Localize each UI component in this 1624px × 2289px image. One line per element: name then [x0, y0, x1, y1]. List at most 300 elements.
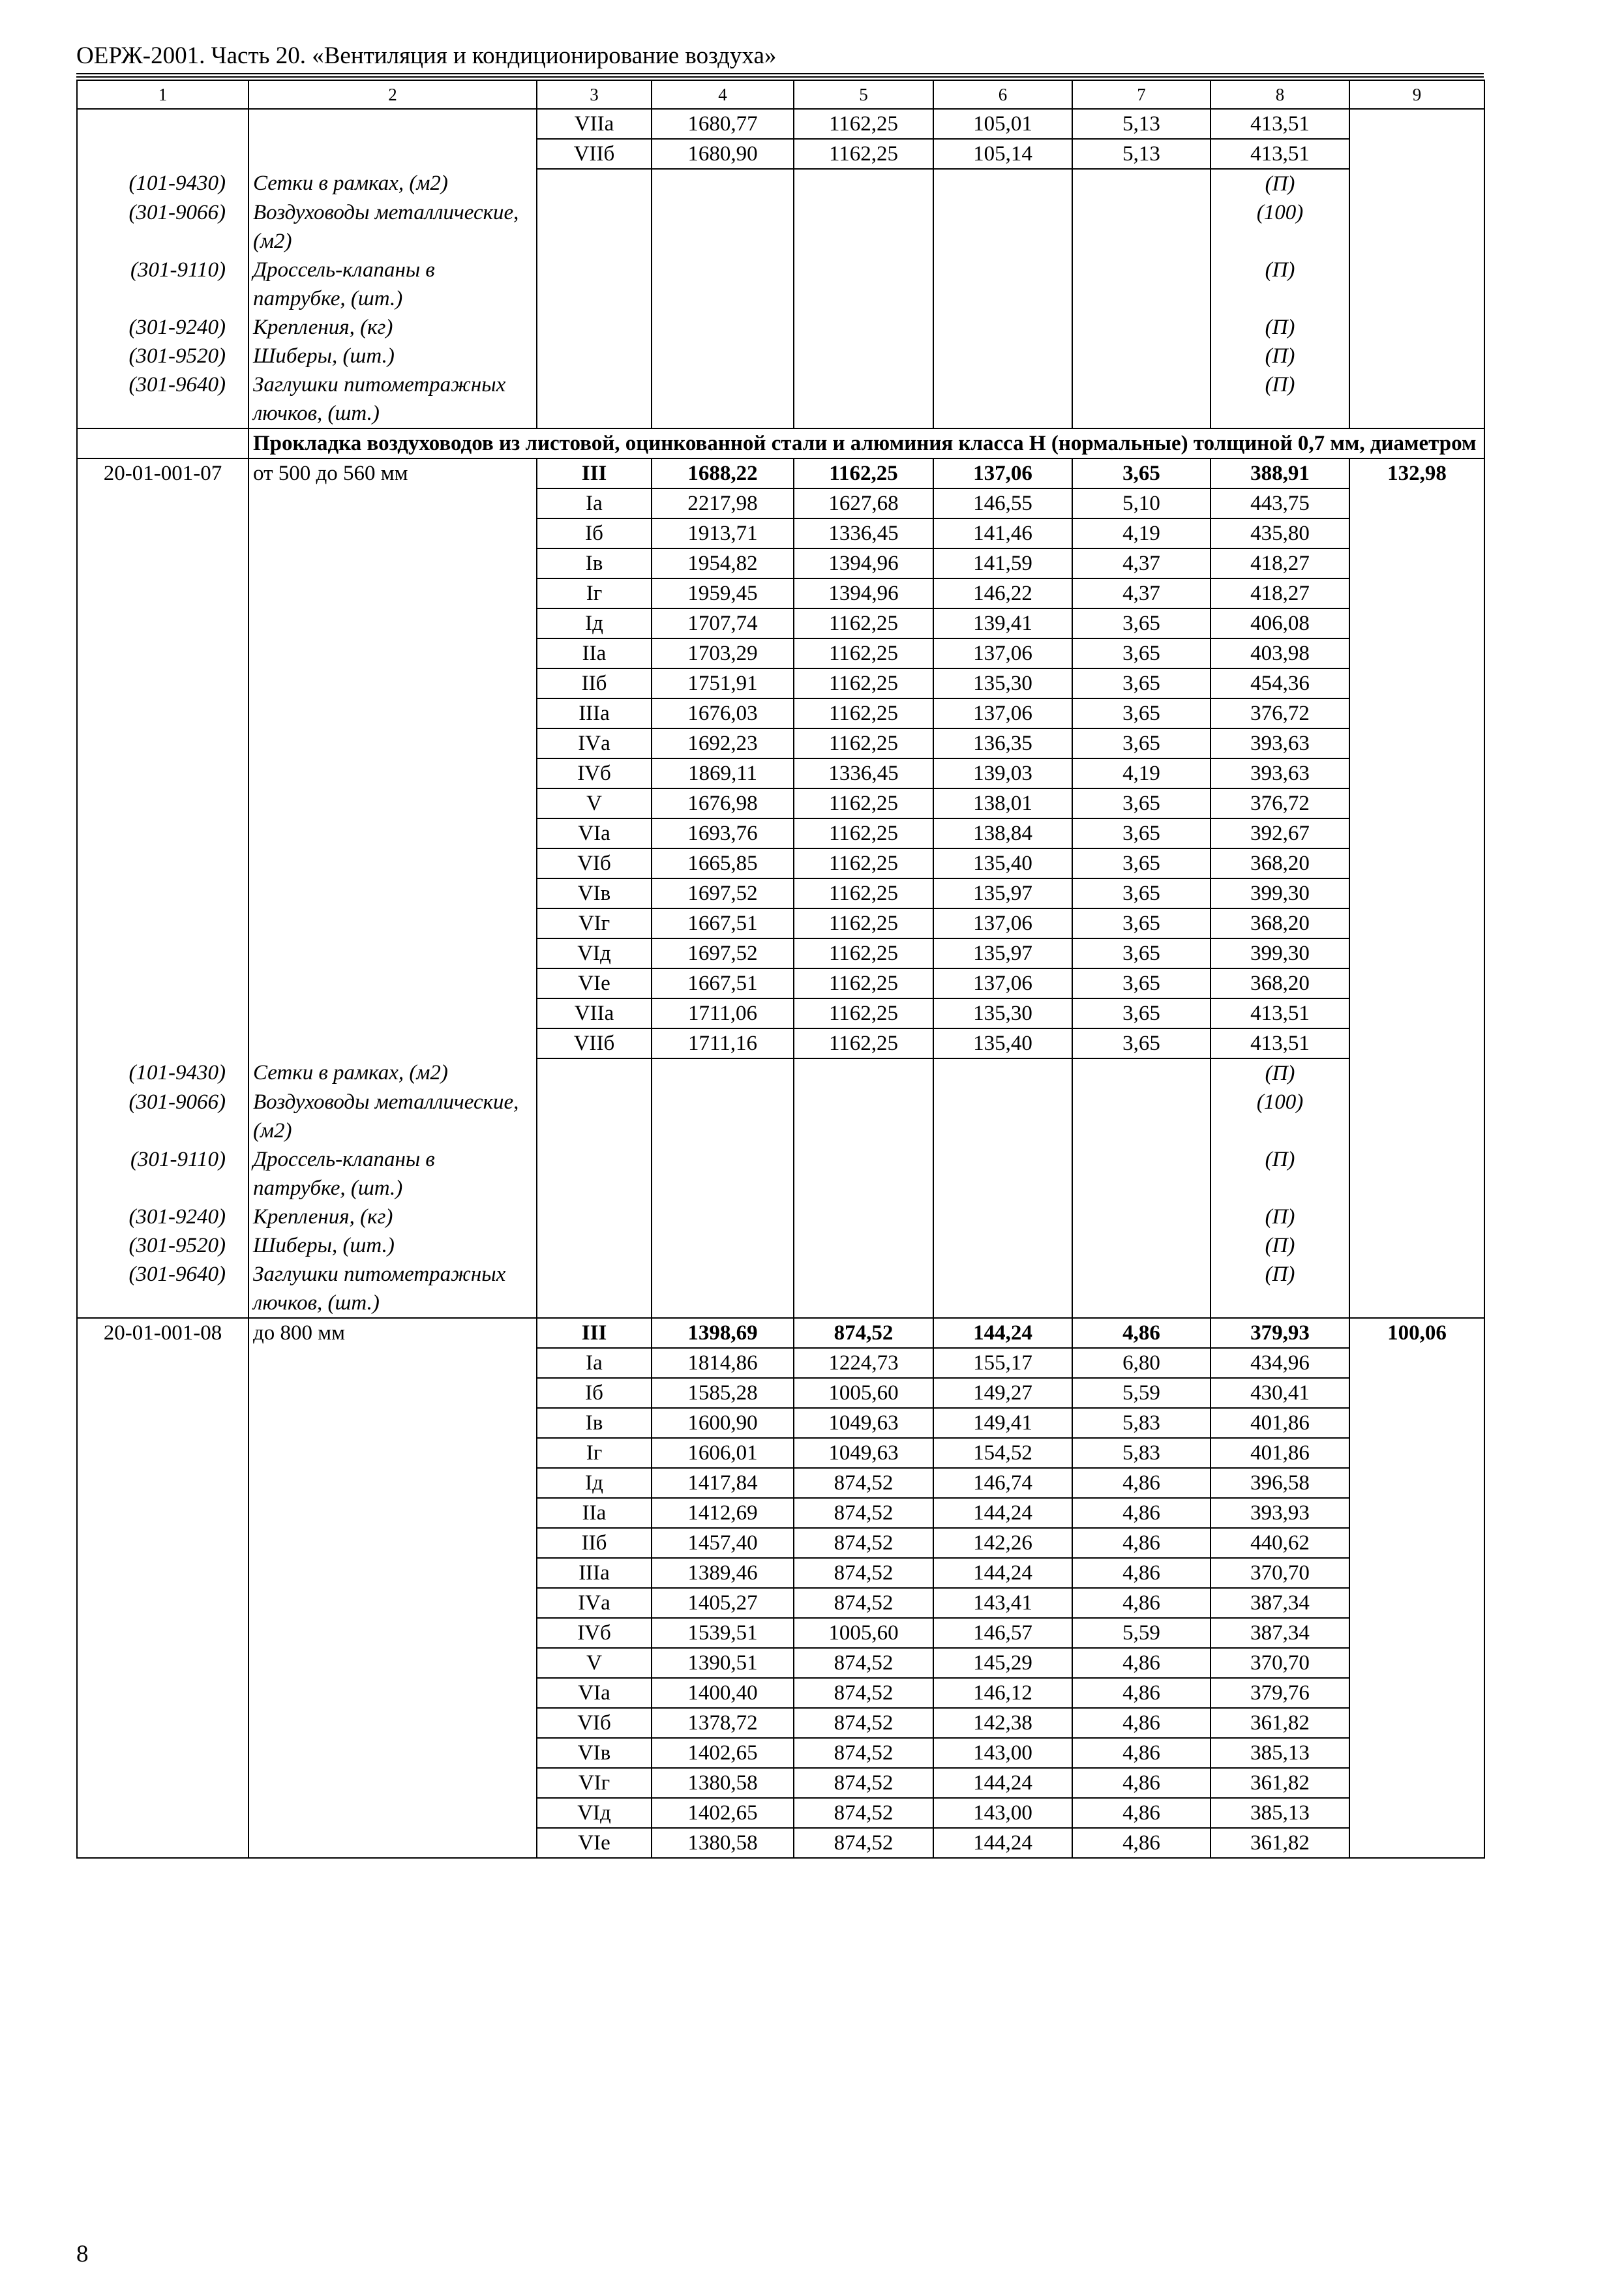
empty-cell: [652, 1088, 794, 1145]
empty-cell: [652, 198, 794, 256]
total-cost-cell: 1703,29: [652, 638, 794, 668]
empty-cell: [652, 1145, 794, 1203]
rate-description-cell: [248, 668, 537, 698]
machine-cost-cell: 145,29: [933, 1648, 1072, 1678]
labor-hours-cell: [1349, 788, 1484, 818]
rate-description-cell: [248, 788, 537, 818]
column-header: 8: [1210, 80, 1349, 109]
total-cost-cell: 1390,51: [652, 1648, 794, 1678]
labor-cost-cell: 1336,45: [794, 518, 933, 548]
total-cost-cell: 1711,16: [652, 1028, 794, 1058]
labor-hours-cell: [1349, 1468, 1484, 1498]
material-row: [77, 256, 1484, 313]
climate-zone-cell: Iд: [537, 1468, 652, 1498]
rates-table-container: [76, 80, 1484, 1859]
labor-hours-cell: [1349, 698, 1484, 728]
labor-hours-cell: [1349, 1618, 1484, 1648]
machine-cost-cell: 155,17: [933, 1348, 1072, 1378]
operator-wage-cell: 5,83: [1072, 1408, 1210, 1438]
empty-cell: [794, 370, 933, 428]
material-name-cell: Шиберы, (шт.): [248, 342, 537, 370]
material-code-cell: (301-9640): [77, 370, 248, 428]
total-cost-cell: 1667,51: [652, 908, 794, 938]
materials-cost-cell: 368,20: [1210, 908, 1349, 938]
table-row: [77, 848, 1484, 878]
materials-cost-cell: 403,98: [1210, 638, 1349, 668]
material-row: [77, 1088, 1484, 1145]
table-row: [77, 938, 1484, 968]
total-cost-cell: 2217,98: [652, 488, 794, 518]
climate-zone-cell: Iв: [537, 1408, 652, 1438]
labor-hours-cell: [1349, 878, 1484, 908]
empty-cell: [652, 256, 794, 313]
labor-hours-cell: [1349, 1528, 1484, 1558]
total-cost-cell: 1667,51: [652, 968, 794, 998]
operator-wage-cell: 3,65: [1072, 638, 1210, 668]
table-row: [77, 668, 1484, 698]
empty-cell: [794, 1145, 933, 1203]
material-name-cell: Крепления, (кг): [248, 313, 537, 342]
materials-cost-cell: 387,34: [1210, 1588, 1349, 1618]
operator-wage-cell: 4,19: [1072, 518, 1210, 548]
total-cost-cell: 1400,40: [652, 1678, 794, 1708]
empty-cell: [1349, 256, 1484, 313]
material-quantity-cell: (П): [1210, 1058, 1349, 1088]
empty-cell: [537, 1145, 652, 1203]
rate-code-cell: [77, 968, 248, 998]
labor-cost-cell: 874,52: [794, 1738, 933, 1768]
header-rule-2: [76, 76, 1484, 78]
material-quantity-cell: (П): [1210, 1203, 1349, 1231]
empty-cell: [1349, 1058, 1484, 1088]
total-cost-cell: 1585,28: [652, 1378, 794, 1408]
rate-code-cell: [77, 638, 248, 668]
machine-cost-cell: 137,06: [933, 698, 1072, 728]
material-row: [77, 370, 1484, 428]
rate-description-cell: [248, 698, 537, 728]
operator-wage-cell: 5,59: [1072, 1378, 1210, 1408]
total-cost-cell: 1814,86: [652, 1348, 794, 1378]
machine-cost-cell: 135,40: [933, 1028, 1072, 1058]
machine-cost-cell: 138,01: [933, 788, 1072, 818]
material-name-cell: Воздуховоды металлические, (м2): [248, 1088, 537, 1145]
empty-cell: [933, 370, 1072, 428]
labor-cost-cell: 1224,73: [794, 1348, 933, 1378]
rate-code-cell: [77, 998, 248, 1028]
rate-code-cell: [77, 139, 248, 169]
climate-zone-cell: VIа: [537, 818, 652, 848]
empty-cell: [537, 256, 652, 313]
labor-hours-cell: [1349, 1828, 1484, 1858]
empty-cell: [652, 1260, 794, 1318]
operator-wage-cell: 3,65: [1072, 908, 1210, 938]
labor-cost-cell: 1162,25: [794, 968, 933, 998]
climate-zone-cell: IIIа: [537, 698, 652, 728]
materials-cost-cell: 368,20: [1210, 848, 1349, 878]
empty-cell: [1349, 370, 1484, 428]
rate-code-cell: 20-01-001-08: [77, 1318, 248, 1348]
climate-zone-cell: Iб: [537, 518, 652, 548]
machine-cost-cell: 144,24: [933, 1498, 1072, 1528]
material-row: [77, 169, 1484, 198]
empty-cell: [1349, 342, 1484, 370]
rate-description-cell: [248, 1348, 537, 1378]
materials-cost-cell: 379,76: [1210, 1678, 1349, 1708]
table-row: [77, 998, 1484, 1028]
labor-cost-cell: 1049,63: [794, 1408, 933, 1438]
materials-cost-cell: 401,86: [1210, 1438, 1349, 1468]
material-quantity-cell: (П): [1210, 313, 1349, 342]
climate-zone-cell: VIд: [537, 938, 652, 968]
table-row: [77, 638, 1484, 668]
operator-wage-cell: 3,65: [1072, 848, 1210, 878]
materials-cost-cell: 392,67: [1210, 818, 1349, 848]
column-header: 6: [933, 80, 1072, 109]
labor-cost-cell: 1005,60: [794, 1618, 933, 1648]
rate-description-cell: [248, 728, 537, 758]
materials-cost-cell: 370,70: [1210, 1558, 1349, 1588]
table-row: [77, 488, 1484, 518]
labor-cost-cell: 1162,25: [794, 668, 933, 698]
table-row: [77, 728, 1484, 758]
climate-zone-cell: VIIб: [537, 1028, 652, 1058]
page-number: 8: [76, 2241, 89, 2267]
table-row: [77, 109, 1484, 139]
labor-hours-cell: [1349, 818, 1484, 848]
table-row: [77, 1648, 1484, 1678]
table-row: [77, 908, 1484, 938]
labor-cost-cell: 1336,45: [794, 758, 933, 788]
rate-code-cell: [77, 1828, 248, 1858]
rate-description-cell: [248, 878, 537, 908]
operator-wage-cell: 6,80: [1072, 1348, 1210, 1378]
rate-code-cell: [77, 728, 248, 758]
total-cost-cell: 1402,65: [652, 1798, 794, 1828]
machine-cost-cell: 144,24: [933, 1828, 1072, 1858]
table-row: [77, 1588, 1484, 1618]
table-row: [77, 1348, 1484, 1378]
empty-cell: [1349, 1260, 1484, 1318]
material-name-cell: Воздуховоды металлические, (м2): [248, 198, 537, 256]
climate-zone-cell: VIIа: [537, 109, 652, 139]
rate-code-cell: [77, 1028, 248, 1058]
material-code-cell: (101-9430): [77, 169, 248, 198]
operator-wage-cell: 3,65: [1072, 818, 1210, 848]
climate-zone-cell: IIа: [537, 638, 652, 668]
rate-description-cell: [248, 1798, 537, 1828]
labor-cost-cell: 1162,25: [794, 788, 933, 818]
empty-cell: [1072, 169, 1210, 198]
labor-hours-cell: [1349, 638, 1484, 668]
climate-zone-cell: V: [537, 788, 652, 818]
machine-cost-cell: 143,41: [933, 1588, 1072, 1618]
machine-cost-cell: 135,40: [933, 848, 1072, 878]
climate-zone-cell: VIIа: [537, 998, 652, 1028]
table-row: [77, 1408, 1484, 1438]
rate-code-cell: [77, 1468, 248, 1498]
total-cost-cell: 1539,51: [652, 1618, 794, 1648]
machine-cost-cell: 144,24: [933, 1768, 1072, 1798]
operator-wage-cell: 3,65: [1072, 698, 1210, 728]
total-cost-cell: 1688,22: [652, 458, 794, 488]
empty-cell: [537, 1088, 652, 1145]
rate-description-cell: [248, 848, 537, 878]
machine-cost-cell: 142,38: [933, 1708, 1072, 1738]
total-cost-cell: 1680,77: [652, 109, 794, 139]
section-title-row: [77, 428, 1484, 458]
labor-cost-cell: 874,52: [794, 1498, 933, 1528]
labor-cost-cell: 874,52: [794, 1588, 933, 1618]
column-header: 4: [652, 80, 794, 109]
table-row: [77, 578, 1484, 608]
empty-cell: [794, 1088, 933, 1145]
machine-cost-cell: 137,06: [933, 968, 1072, 998]
climate-zone-cell: VIе: [537, 968, 652, 998]
empty-cell: [794, 1058, 933, 1088]
labor-cost-cell: 874,52: [794, 1828, 933, 1858]
empty-cell: [794, 342, 933, 370]
empty-cell: [1072, 1231, 1210, 1260]
labor-hours-cell: [1349, 548, 1484, 578]
labor-hours-cell: [1349, 1378, 1484, 1408]
rate-code-cell: [77, 578, 248, 608]
operator-wage-cell: 4,86: [1072, 1828, 1210, 1858]
rate-description-cell: [248, 1678, 537, 1708]
total-cost-cell: 1412,69: [652, 1498, 794, 1528]
rate-description-cell: [248, 1378, 537, 1408]
rate-description-cell: до 800 мм: [248, 1318, 537, 1348]
climate-zone-cell: IVа: [537, 728, 652, 758]
material-quantity-cell: (100): [1210, 1088, 1349, 1145]
operator-wage-cell: 5,13: [1072, 109, 1210, 139]
table-row: [77, 1028, 1484, 1058]
column-header: 1: [77, 80, 248, 109]
total-cost-cell: 1676,03: [652, 698, 794, 728]
empty-cell: [794, 256, 933, 313]
operator-wage-cell: 4,86: [1072, 1588, 1210, 1618]
labor-hours-cell: [1349, 578, 1484, 608]
rate-description-cell: [248, 1708, 537, 1738]
labor-cost-cell: 1162,25: [794, 848, 933, 878]
climate-zone-cell: III: [537, 1318, 652, 1348]
total-cost-cell: 1693,76: [652, 818, 794, 848]
table-row: [77, 788, 1484, 818]
empty-cell: [794, 198, 933, 256]
material-quantity-cell: (100): [1210, 198, 1349, 256]
labor-hours-cell: [1349, 109, 1484, 139]
table-row: [77, 1378, 1484, 1408]
rate-code-cell: [77, 1528, 248, 1558]
labor-hours-cell: [1349, 1558, 1484, 1588]
materials-cost-cell: 370,70: [1210, 1648, 1349, 1678]
empty-cell: [1349, 1203, 1484, 1231]
material-name-cell: Заглушки питометражных лючков, (шт.): [248, 370, 537, 428]
rate-code-cell: [77, 1648, 248, 1678]
table-row: [77, 1528, 1484, 1558]
table-row: [77, 698, 1484, 728]
rate-description-cell: [248, 818, 537, 848]
labor-cost-cell: 874,52: [794, 1798, 933, 1828]
operator-wage-cell: 4,37: [1072, 548, 1210, 578]
empty-cell: [652, 370, 794, 428]
material-name-cell: Дроссель-клапаны в патрубке, (шт.): [248, 1145, 537, 1203]
empty-cell: [537, 1260, 652, 1318]
rate-description-cell: [248, 488, 537, 518]
material-row: [77, 1058, 1484, 1088]
table-row: [77, 1318, 1484, 1348]
labor-hours-cell: [1349, 1798, 1484, 1828]
table-row: [77, 818, 1484, 848]
material-quantity-cell: (П): [1210, 1145, 1349, 1203]
empty-cell: [1072, 256, 1210, 313]
materials-cost-cell: 434,96: [1210, 1348, 1349, 1378]
rate-code-cell: [77, 1678, 248, 1708]
material-code-cell: (101-9430): [77, 1058, 248, 1088]
material-code-cell: (301-9520): [77, 1231, 248, 1260]
materials-cost-cell: 385,13: [1210, 1738, 1349, 1768]
empty-cell: [794, 313, 933, 342]
material-code-cell: (301-9066): [77, 198, 248, 256]
machine-cost-cell: 146,12: [933, 1678, 1072, 1708]
operator-wage-cell: 3,65: [1072, 728, 1210, 758]
materials-cost-cell: 418,27: [1210, 578, 1349, 608]
climate-zone-cell: Iб: [537, 1378, 652, 1408]
material-name-cell: Крепления, (кг): [248, 1203, 537, 1231]
operator-wage-cell: 3,65: [1072, 1028, 1210, 1058]
table-row: [77, 458, 1484, 488]
rate-code-cell: [77, 1408, 248, 1438]
total-cost-cell: 1959,45: [652, 578, 794, 608]
labor-hours-cell: [1349, 1588, 1484, 1618]
material-code-cell: (301-9240): [77, 1203, 248, 1231]
labor-hours-cell: [1349, 608, 1484, 638]
operator-wage-cell: 4,86: [1072, 1768, 1210, 1798]
materials-cost-cell: 393,63: [1210, 728, 1349, 758]
rate-code-cell: [77, 109, 248, 139]
materials-cost-cell: 387,34: [1210, 1618, 1349, 1648]
materials-cost-cell: 413,51: [1210, 139, 1349, 169]
climate-zone-cell: IIа: [537, 1498, 652, 1528]
material-row: [77, 342, 1484, 370]
machine-cost-cell: 144,24: [933, 1318, 1072, 1348]
empty-cell: [1072, 1058, 1210, 1088]
rate-description-cell: [248, 1618, 537, 1648]
rate-description-cell: [248, 1438, 537, 1468]
machine-cost-cell: 146,57: [933, 1618, 1072, 1648]
machine-cost-cell: 142,26: [933, 1528, 1072, 1558]
total-cost-cell: 1380,58: [652, 1768, 794, 1798]
materials-cost-cell: 413,51: [1210, 998, 1349, 1028]
material-quantity-cell: (П): [1210, 370, 1349, 428]
labor-cost-cell: 1162,25: [794, 1028, 933, 1058]
empty-cell: [794, 1260, 933, 1318]
rate-code-cell: [77, 848, 248, 878]
machine-cost-cell: 149,27: [933, 1378, 1072, 1408]
materials-cost-cell: 435,80: [1210, 518, 1349, 548]
machine-cost-cell: 135,30: [933, 998, 1072, 1028]
rate-code-cell: [77, 1768, 248, 1798]
materials-cost-cell: 399,30: [1210, 938, 1349, 968]
operator-wage-cell: 4,86: [1072, 1708, 1210, 1738]
table-row: [77, 1738, 1484, 1768]
rate-code-cell: [77, 548, 248, 578]
material-quantity-cell: (П): [1210, 1260, 1349, 1318]
labor-cost-cell: 1162,25: [794, 139, 933, 169]
operator-wage-cell: 3,65: [1072, 668, 1210, 698]
empty-cell: [652, 1203, 794, 1231]
rate-code-cell: [77, 1558, 248, 1588]
rate-code-cell: [77, 668, 248, 698]
total-cost-cell: 1751,91: [652, 668, 794, 698]
empty-cell: [652, 342, 794, 370]
climate-zone-cell: VIе: [537, 1828, 652, 1858]
materials-cost-cell: 376,72: [1210, 788, 1349, 818]
climate-zone-cell: Iа: [537, 488, 652, 518]
empty-cell: [1349, 169, 1484, 198]
empty-cell: [794, 1231, 933, 1260]
rate-description-cell: [248, 608, 537, 638]
rate-code-cell: [77, 818, 248, 848]
empty-cell: [933, 1058, 1072, 1088]
materials-cost-cell: 361,82: [1210, 1768, 1349, 1798]
materials-cost-cell: 413,51: [1210, 109, 1349, 139]
empty-cell: [537, 169, 652, 198]
empty-cell: [794, 1203, 933, 1231]
machine-cost-cell: 139,41: [933, 608, 1072, 638]
empty-cell: [1072, 1145, 1210, 1203]
labor-cost-cell: 1162,25: [794, 109, 933, 139]
labor-hours-cell: [1349, 758, 1484, 788]
machine-cost-cell: 141,46: [933, 518, 1072, 548]
machine-cost-cell: 146,55: [933, 488, 1072, 518]
operator-wage-cell: 4,86: [1072, 1678, 1210, 1708]
empty-cell: [537, 370, 652, 428]
total-cost-cell: 1402,65: [652, 1738, 794, 1768]
empty-cell: [1349, 1145, 1484, 1203]
materials-cost-cell: 430,41: [1210, 1378, 1349, 1408]
operator-wage-cell: 5,10: [1072, 488, 1210, 518]
rates-table: [76, 80, 1485, 1859]
rate-code-cell: [77, 698, 248, 728]
material-row: [77, 1260, 1484, 1318]
machine-cost-cell: 137,06: [933, 638, 1072, 668]
machine-cost-cell: 146,74: [933, 1468, 1072, 1498]
empty-cell: [1349, 198, 1484, 256]
table-row: [77, 1768, 1484, 1798]
material-code-cell: (301-9110): [77, 256, 248, 313]
material-name-cell: Шиберы, (шт.): [248, 1231, 537, 1260]
rate-description-cell: [248, 1468, 537, 1498]
rate-code-cell: [77, 938, 248, 968]
total-cost-cell: 1954,82: [652, 548, 794, 578]
empty-cell: [794, 169, 933, 198]
machine-cost-cell: 149,41: [933, 1408, 1072, 1438]
total-cost-cell: 1665,85: [652, 848, 794, 878]
climate-zone-cell: IIб: [537, 1528, 652, 1558]
machine-cost-cell: 137,06: [933, 908, 1072, 938]
column-header: 3: [537, 80, 652, 109]
labor-hours-cell: [1349, 518, 1484, 548]
climate-zone-cell: VIд: [537, 1798, 652, 1828]
labor-hours-cell: [1349, 488, 1484, 518]
climate-zone-cell: IIIа: [537, 1558, 652, 1588]
empty-cell: [933, 169, 1072, 198]
total-cost-cell: 1457,40: [652, 1528, 794, 1558]
operator-wage-cell: 4,37: [1072, 578, 1210, 608]
materials-cost-cell: 413,51: [1210, 1028, 1349, 1058]
materials-cost-cell: 443,75: [1210, 488, 1349, 518]
machine-cost-cell: 139,03: [933, 758, 1072, 788]
